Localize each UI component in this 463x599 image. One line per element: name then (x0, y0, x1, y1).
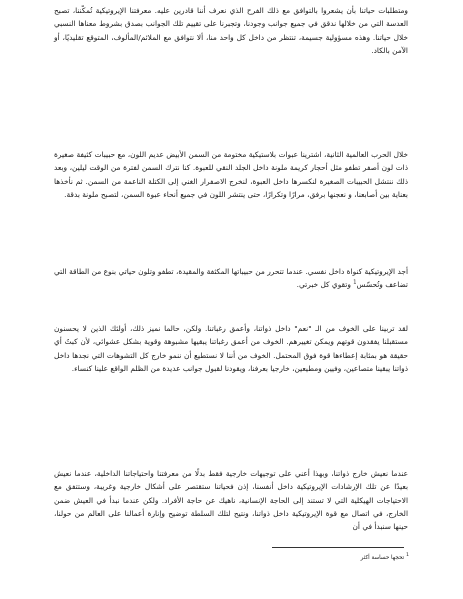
paragraph-3-tail: وتقوي كل خبرتي. (296, 280, 351, 290)
paragraph-2: خلال الحرب العالمية الثانية، اشترينا عبوات بلاستيكية مختومة من السمن الأبيض عديم اللون، مع حبيبات كثيفة صغيرة ذات لون أصفر تطفو مثل أحجار كريمة ملونة داخل الجلد النقي للعبوة. كنا نترك السمن لفترة من الوقت ليلين، وبعد ذلك ننتشل الحبيبات الصغيرة لنكسرها داخل العبوة، لنخرج الاصفرار الغني إلى الكتلة الناعمة من السمن. ثم نأخذها بعناية بين أصابعنا، و نعجنها برفق، مرارًا وتكرارًا، حتى ينتشر اللون في جميع أنحاء عبوة السمن، لتصبح ملونة بدقة. (54, 150, 408, 199)
paragraph-5: عندما نعيش خارج ذواتنا، وبهذا أعني على توجيهات خارجية فقط بدلًا من معرفتنا واحتياجاتنا الداخلية، عندما نعيش بعيدًا عن تلك الإرشادات الإيروتيكية داخل أنفسنا، إذن فحياتنا ستقتصر على أشكال خارجية وغريبة، وستتفق مع الاحتياجات الهيكلية التي لا تستند إلى الحاجة الإنسانية، ناهيك عن حاجة الأفراد. ولكن عندما نبدأ في العيش ضمن الخارج، في اتصال مع قوة الإيروتيكية داخل ذواتنا، ونتيح لتلك السلطة توضيح وإنارة أعمالنا على العالم من حولنا، حينها سنبدأ في أن (54, 469, 408, 532)
footnote-divider (272, 547, 404, 548)
paragraph-1: ومتطلبات حياتنا بأن يشعروا بالتوافق مع ذلك الفرح الذي نعرف أننا قادرين عليه. معرفتنا الإيروتيكية تُمكّننا، تصبح العدسة التي من خلالها ندقق في جميع جوانب وجودنا، وتجبرنا على تقييم تلك الجوانب بصدق بشروط معناها النسبي خلال حياتنا. وهذه مسؤولية جسيمة، تنتظر من داخل كل واحد منا، ألا نتوافق مع الملائم/المألوف، المتوقع تقليديًا، أو الآمن بالكاد. (54, 6, 408, 55)
footnote-reference[interactable]: 1 (353, 279, 357, 286)
footnote (209, 552, 409, 562)
footnote-number: 1 (406, 553, 409, 558)
paragraph-4: لقد تربينا على الخوف من الـ "نعم" داخل ذواتنا، وأعمق رغباتنا. ولكن، حالما نميز ذلك، أولئك الذين لا يحسنون مستقبلنا يفقدون قوتهم ويمكن تغييرهم. الخوف من أعمق رغباتنا يبقيها مشبوهة وقوية بشكل عشوائي، لأن كبتُ أي حقيقة هو بمثابة إعطاءها قوة فوق المحتمل. الخوف من أننا لا نستطيع أن ننمو خارج كل التشوهات التي نجدها داخل ذواتنا يبقينا متصاعين، وفيين ومطيعين، خارجيا بعرفنا، ويقودنا لقبول جوانب عديدة من الظلم الواقع علينا كنساء. (54, 324, 408, 373)
paragraph-3 (54, 265, 408, 292)
paragraph-3-text: أجد الإيروتيكية كنواة داخل نفسي. عندما تتحرر من حبيباتها المكثفة والمقيدة، تطفو وتلون حياتي بنوع من الطاقة التي تضاعف وتُحسّس (54, 267, 408, 290)
footnote-text: تحجها حساسة أكثر (360, 554, 405, 561)
